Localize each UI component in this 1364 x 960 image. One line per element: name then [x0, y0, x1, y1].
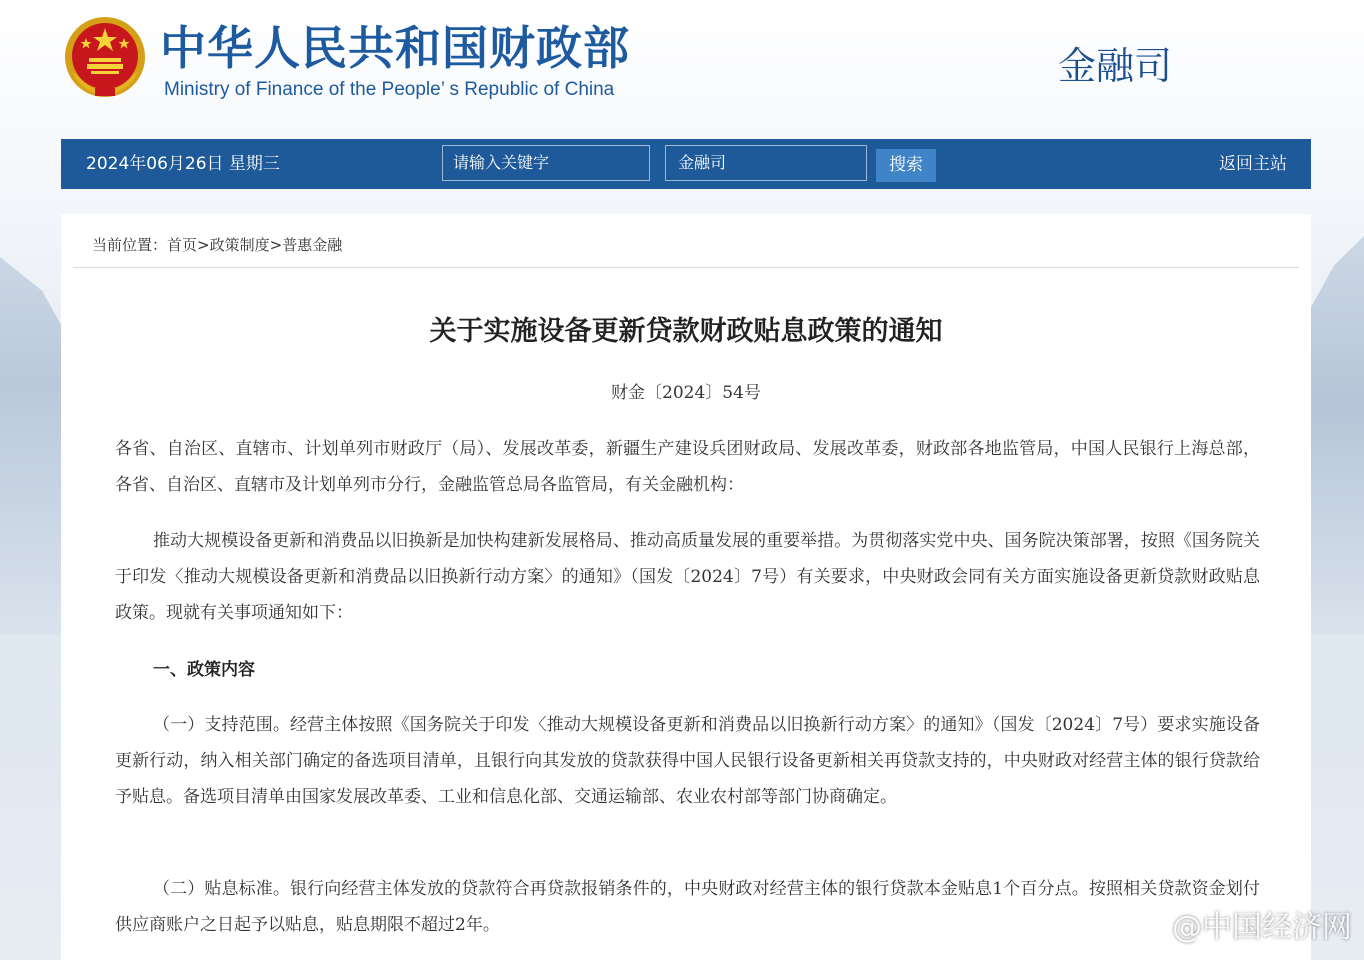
section-heading: 一、政策内容 [153, 660, 255, 680]
breadcrumb-item-home[interactable]: 首页 [167, 236, 198, 254]
breadcrumb [92, 233, 342, 257]
article-paragraph: （二）贴息标准。银行向经营主体发放的贷款符合再贷款报销条件的，中央财政对经营主体的银行贷款本金贴息1个百分点。按照相关贷款资金划付供应商账户之日起予以贴息，贴息期限不超过2年。 [115, 879, 1260, 935]
breadcrumb-prefix: 当前位置： [92, 236, 168, 254]
article-paragraph: （一）支持范围。经营主体按照《国务院关于印发〈推动大规模设备更新和消费品以旧换新行动方案〉的通知》（国发〔2024〕7号）要求实施设备更新行动，纳入相关部门确定的备选项目清单，且银行向其发放的贷款获得中国人民银行设备更新相关再贷款支持的，中央财政对经营主体的银行贷款给予贴息。备选项目清单由国家发展改革委、工业和信息化部、交通运输部、农业农村部等部门协商确定。 [115, 715, 1260, 807]
weibo-icon [1088, 911, 1136, 947]
site-header [0, 0, 1364, 132]
content-panel [61, 214, 1311, 960]
article-title: 关于实施设备更新贷款财政贴息政策的通知 [429, 316, 943, 347]
divider [73, 267, 1299, 268]
top-toolbar [61, 139, 1311, 189]
breadcrumb-item-inclusive-finance[interactable]: 普惠金融 [282, 236, 343, 254]
breadcrumb-separator: > [197, 236, 210, 254]
search-button[interactable]: 搜索 [876, 149, 936, 182]
breadcrumb-separator: > [269, 236, 283, 254]
national-emblem-icon [62, 14, 148, 100]
search-input[interactable]: 请输入关键字 [442, 145, 650, 181]
site-title-en: Ministry of Finance of the People’ s Republic of China [164, 79, 615, 100]
department-name: 金融司 [1058, 44, 1173, 88]
return-home-link[interactable]: 返回主站 [1219, 154, 1287, 174]
article-paragraph: 各省、自治区、直辖市、计划单列市财政厅（局）、发展改革委，新疆生产建设兵团财政局、发展改革委，财政部各地监管局，中国人民银行上海总部，各省、自治区、直辖市及计划单列市分行，金融监管总局各监管局，有关金融机构： [115, 439, 1260, 495]
site-title-cn: 中华人民共和国财政部 [160, 21, 630, 75]
document-number: 财金〔2024〕54号 [611, 383, 761, 403]
breadcrumb-item-policy[interactable]: 政策制度 [209, 236, 270, 254]
watermark: @中国经济网 [1172, 910, 1352, 945]
search-scope-select[interactable]: 金融司 [665, 145, 867, 181]
current-date: 2024年06月26日 星期三 [86, 154, 280, 174]
article-paragraph: 推动大规模设备更新和消费品以旧换新是加快构建新发展格局、推动高质量发展的重要举措。为贯彻落实党中央、国务院决策部署，按照《国务院关于印发〈推动大规模设备更新和消费品以旧换新行动方案〉的通知》（国发〔2024〕7号）有关要求，中央财政会同有关方面实施设备更新贷款财政贴息政策。现就有关事项通知如下： [115, 531, 1260, 623]
